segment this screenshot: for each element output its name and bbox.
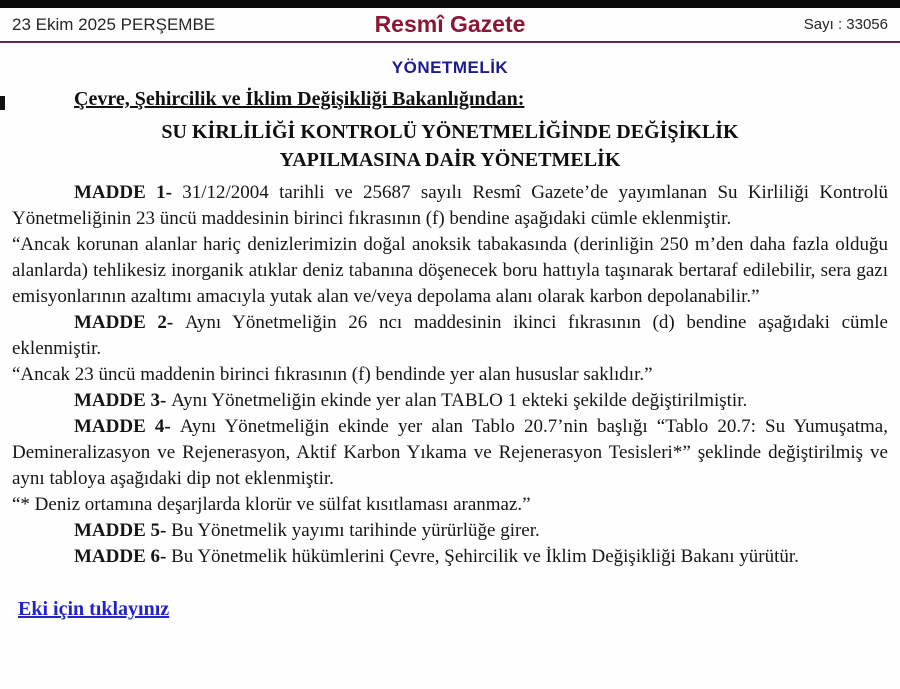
- gazette-date: 23 Ekim 2025 PERŞEMBE: [12, 14, 216, 34]
- section-heading: YÖNETMELİK: [391, 58, 509, 77]
- quote-paragraph: “* Deniz ortamına deşarjlarda klorür ve sülfat kısıtlaması aranmaz.”: [12, 494, 531, 515]
- quote-paragraph: “Ancak 23 üncü maddenin birinci fıkrasının (f) bendinde yer alan hususlar saklıdır.”: [12, 364, 653, 385]
- madde-paragraph: MADDE 5- Bu Yönetmelik yayımı tarihinde yürürlüğe girer.: [74, 520, 540, 541]
- madde-paragraph: MADDE 1- 31/12/2004 tarihli ve 25687 sayılı Resmî Gazete’de yayımlanan Su Kirliliği Kontrolü Yönetmeliğinin 23 üncü maddesinin birinci fıkrasının (f) bendine aşağıdaki cümle eklenmiştir.: [12, 182, 888, 229]
- footer-link-wrap: [18, 598, 888, 621]
- quote-paragraph: “Ancak korunan alanlar hariç denizlerimizin doğal anoksik tabakasında (derinliğin 250 m’den daha fazla olduğu alanlarda) tehlikesiz inorganik atıklar deniz tabanına döşenecek boru hattıyla taşınarak bertaraf edilebilir, sera gazı emisyonlarının azaltımı amacıyla yutak alan ve/veya depolama alanı olarak karbon depolanabilir.”: [12, 234, 888, 307]
- body-paragraphs: [12, 180, 888, 570]
- madde-paragraph: MADDE 4- Aynı Yönetmeliğin ekinde yer alan Tablo 20.7’nin başlığı “Tablo 20.7: Su Yumuşatma, Demineralizasyon ve Rejenerasyon, Aktif Karbon Yıkama ve Rejenerasyon Tesisleri*” şeklinde değiştirilmiş ve aynı tabloya aşağıdaki dip not eklenmiştir.: [12, 416, 888, 489]
- madde-label: MADDE 2-: [74, 312, 185, 333]
- madde-label: MADDE 5-: [74, 520, 172, 541]
- ministry-line: Çevre, Şehircilik ve İklim Değişikliği Bakanlığından:: [74, 88, 525, 110]
- madde-label: MADDE 3-: [74, 390, 172, 411]
- document-body: [0, 45, 900, 689]
- madde-paragraph: MADDE 6- Bu Yönetmelik hükümlerini Çevre, Şehircilik ve İklim Değişikliği Bakanı yürütür.: [74, 546, 799, 567]
- gazette-issue-number: Sayı : 33056: [803, 16, 888, 33]
- document-title-line2: YAPILMASINA DAİR YÖNETMELİK: [279, 149, 621, 171]
- madde-label: MADDE 4-: [74, 416, 180, 437]
- gazette-title: Resmî Gazete: [374, 11, 526, 37]
- madde-label: MADDE 6-: [74, 546, 172, 567]
- document-title-line1: SU KİRLİLİĞİ KONTROLÜ YÖNETMELİĞİNDE DEĞİŞİKLİK: [161, 121, 739, 143]
- top-black-bar: [0, 0, 900, 8]
- gazette-header: [0, 8, 900, 43]
- madde-label: MADDE 1-: [74, 182, 183, 203]
- madde-paragraph: MADDE 2- Aynı Yönetmeliğin 26 ncı maddesinin ikinci fıkrasının (d) bendine aşağıdaki cümle eklenmiştir.: [12, 312, 888, 359]
- attachment-link[interactable]: Eki için tıklayınız: [18, 598, 170, 620]
- document-title: [12, 118, 888, 174]
- madde-paragraph: MADDE 3- Aynı Yönetmeliğin ekinde yer alan TABLO 1 ekteki şekilde değiştirilmiştir.: [74, 390, 748, 411]
